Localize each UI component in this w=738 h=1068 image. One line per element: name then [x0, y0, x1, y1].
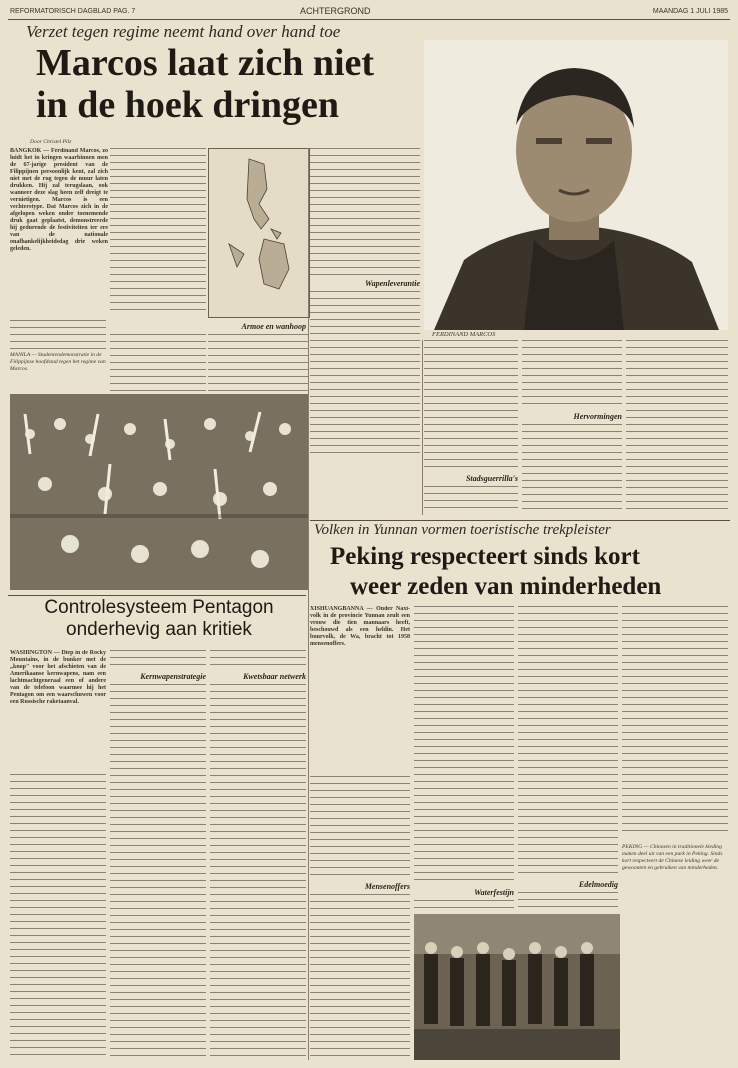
demonstration-photo-caption: MANILA — Studentendemonstratie in de Filippijnse hoofdstad tegen het regime van Marcos.: [10, 352, 106, 372]
article3-column-2b: [110, 684, 206, 1060]
article1-lead: BANGKOK — Ferdinand Marcos, zo luidt het in kringen waarbinnen men de 67-jarige president van de Filippijnen persoonlijk kent, zal zich niet met de rug tegen de muur laten drukken. Hij zal terugslaan, ook wanneer deze slag heen zelf dreigt te vernietigen. Marcos is een vechterstype. Dat Marcos zich in de afgelopen weken onder toenemende druk gaat geplaatst, demonstreerde hij gedurende de festiviteiten ter ere van de nationale onafhankelijkheidsdag drie weken geleden.: [10, 148, 108, 252]
column-separator: [308, 148, 309, 1060]
article2-column-1c: [310, 894, 410, 1060]
article1-headline-line1: Marcos laat zich niet: [36, 42, 375, 84]
article3-lead: WASHINGTON — Diep in de Rocky Mountains, in de bunker met de „knop" voor het afschieten van de Amerikaanse kernwapens, nam een lachtmachtgeneraal een of andere van de telefoon waarmee hij het Pentagon om een waarschuwen voor een Russische raketaanval.: [10, 650, 106, 705]
yunnan-dancers-photo: [414, 914, 620, 1060]
subhead-edelmoedig: Edelmoedig: [578, 880, 618, 889]
article1-column-4: [310, 148, 420, 278]
article2-kicker: Volken in Yunnan vormen toeristische trekpleister: [314, 522, 611, 538]
article2-column-3: [518, 606, 618, 878]
column-separator: [422, 340, 423, 515]
subhead-kwetsbaar: Kwetsbaar netwerk: [243, 672, 306, 681]
article3-column-1b: [10, 774, 106, 1060]
article1-column-5: [424, 340, 518, 470]
subhead-mensenoffers: Mensenoffers: [364, 882, 410, 891]
article1-column-2: [110, 148, 206, 316]
article2-headline-line2: weer zeden van minderheden: [350, 573, 662, 600]
article3-column-3a: [210, 650, 306, 670]
article1-col-armoe-b: [208, 334, 308, 394]
article1-byline: Door Christel Pilz: [30, 139, 72, 145]
subhead-armoe: Armoe en wanhoop: [241, 322, 306, 331]
article1-column-5b: [424, 486, 518, 514]
article2-column-4: [622, 606, 728, 836]
marcos-portrait-image: [424, 40, 728, 330]
demonstration-caption-intro: [10, 320, 106, 350]
article1-column-6b: [522, 424, 622, 514]
article1-kicker: Verzet tegen regime neemt hand over hand toe: [26, 22, 341, 41]
map-graphic: [209, 149, 309, 317]
article1-column-4b: [310, 291, 420, 456]
article2-column-2: [414, 606, 514, 886]
article3-column-2a: [110, 650, 206, 670]
issue-date: MAANDAG 1 JULI 1985: [652, 8, 728, 15]
yunnan-photo-caption: PEKING — Chinezen in traditionele kleding maken deel uit van een park in Peking. Sinds kort respecteert de Chinese leiding weer de gewoonten en gebruiken van minderheden.: [622, 844, 723, 871]
article1-column-7: [626, 340, 728, 514]
philippines-map: [208, 148, 310, 318]
dancers-image: [414, 914, 620, 1060]
subhead-stadsguerrillas: Stadsguerrilla's: [465, 474, 518, 483]
crowd-image: [10, 394, 308, 590]
article3-top-rule: [8, 595, 306, 596]
article3-headline-line2: onderhevig aan kritiek: [66, 619, 252, 640]
article2-lead: XISHUANGBANNA — Onder Naxi-volk in de provincie Yunnan zeult een vrouw die tien mannaars heeft, beschouwd als een heldin. Het buurvolk, de Wa, bracht tot 1958 mensenoffers.: [310, 606, 410, 647]
subhead-wapenleverantie: Wapenleverantie: [365, 279, 420, 288]
article2-column-2b: [414, 900, 514, 910]
demonstration-photo: [10, 394, 308, 590]
article2-column-3b: [518, 892, 618, 910]
subhead-waterfestijn: Waterfestijn: [474, 888, 514, 897]
section-title: ACHTERGROND: [300, 6, 371, 16]
subhead-kernwapenstrategie: Kernwapenstrategie: [140, 672, 206, 681]
portrait-photo: [424, 40, 728, 330]
article3-headline-line1: Controlesysteem Pentagon: [44, 597, 274, 618]
article1-headline-line2: in de hoek dringen: [36, 84, 340, 126]
article1-column-6: [522, 340, 622, 410]
article2-column-1b: [310, 776, 410, 880]
article3-column-3b: [210, 684, 306, 1060]
subhead-hervormingen: Hervormingen: [573, 412, 622, 421]
article2-headline-line1: Peking respecteert sinds kort: [330, 543, 640, 570]
newspaper-name: REFORMATORISCH DAGBLAD PAG. 7: [10, 8, 136, 15]
header-rule: [8, 19, 730, 20]
portrait-caption: FERDINAND MARCOS: [432, 331, 496, 338]
article2-top-rule: [310, 520, 730, 521]
article1-col-armoe-a: [110, 334, 206, 394]
